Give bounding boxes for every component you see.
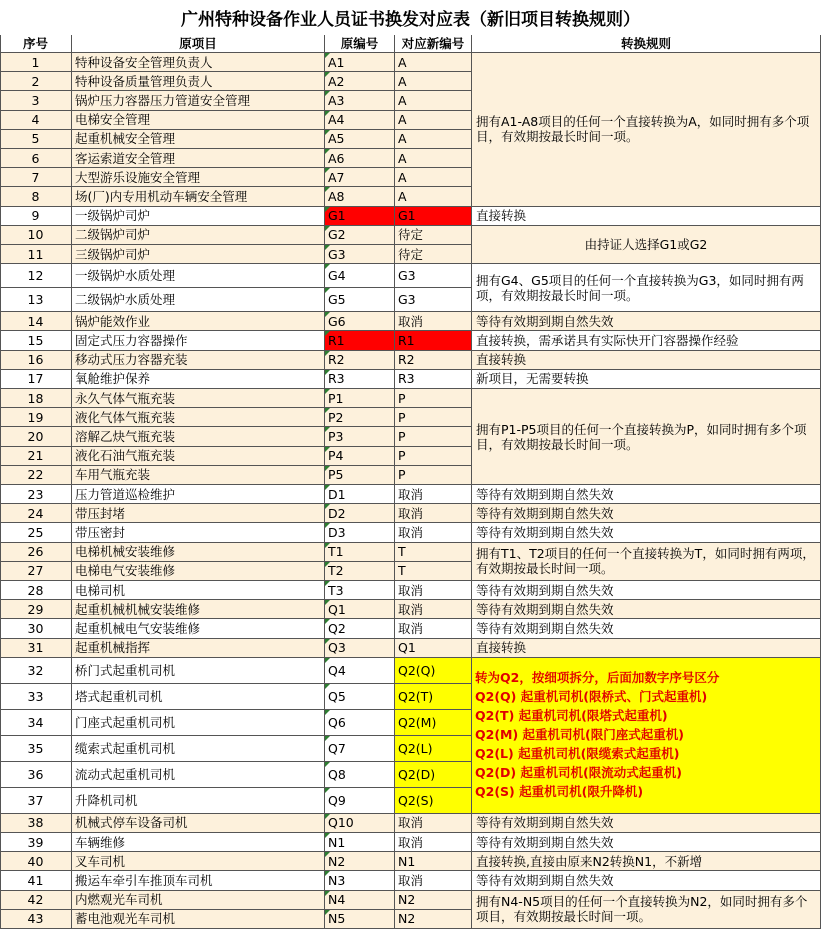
row-number: 34	[0, 710, 72, 736]
cell-marker-icon	[325, 523, 330, 528]
new-code: N2	[395, 910, 472, 929]
row-number: 14	[0, 312, 72, 331]
original-code: R3	[325, 370, 395, 389]
conversion-rule: 拥有G4、G5项目的任何一个直接转换为G3，如同时拥有两项，有效期按最长时间一项。	[472, 264, 821, 312]
row-number: 10	[0, 226, 72, 245]
cell-marker-icon	[325, 684, 330, 689]
new-code: P	[395, 447, 472, 466]
row-number: 7	[0, 168, 72, 187]
original-item: 一级锅炉司炉	[72, 207, 325, 226]
row-number: 15	[0, 331, 72, 350]
cell-marker-icon	[325, 351, 330, 356]
original-code: Q1	[325, 600, 395, 619]
original-item: 起重机械指挥	[72, 639, 325, 658]
conversion-rule: 等待有效期到期自然失效	[472, 504, 821, 523]
new-code: 取消	[395, 871, 472, 890]
cell-marker-icon	[325, 658, 330, 663]
rule-line: Q2(Q) 起重机司机(限桥式、门式起重机)	[475, 689, 708, 705]
cell-marker-icon	[325, 408, 330, 413]
row-number: 24	[0, 504, 72, 523]
row-number: 23	[0, 485, 72, 504]
original-code: N1	[325, 833, 395, 852]
original-item: 升降机司机	[72, 788, 325, 814]
table-left-border	[0, 35, 1, 929]
new-code: Q2(M)	[395, 710, 472, 736]
original-item: 客运索道安全管理	[72, 149, 325, 168]
page-title: 广州特种设备作业人员证书换发对应表（新旧项目转换规则）	[0, 0, 821, 36]
row-number: 38	[0, 814, 72, 833]
original-code: R2	[325, 351, 395, 370]
original-item: 机械式停车设备司机	[72, 814, 325, 833]
original-item: 场(厂)内专用机动车辆安全管理	[72, 187, 325, 206]
original-item: 搬运车牵引车推顶车司机	[72, 871, 325, 890]
row-number: 5	[0, 130, 72, 149]
original-code: A8	[325, 187, 395, 206]
original-item: 二级锅炉司炉	[72, 226, 325, 245]
header-original-code: 原编号	[325, 35, 395, 53]
new-code: T	[395, 543, 472, 562]
new-code: 待定	[395, 245, 472, 264]
cell-marker-icon	[325, 736, 330, 741]
original-item: 起重机械安全管理	[72, 130, 325, 149]
cell-marker-icon	[325, 187, 330, 192]
original-code: T3	[325, 581, 395, 600]
original-code: A7	[325, 168, 395, 187]
original-code: P1	[325, 389, 395, 408]
original-item: 移动式压力容器充装	[72, 351, 325, 370]
original-item: 叉车司机	[72, 852, 325, 871]
original-code: Q4	[325, 658, 395, 684]
conversion-rule: 等待有效期到期自然失效	[472, 581, 821, 600]
cell-marker-icon	[325, 447, 330, 452]
original-code: Q8	[325, 762, 395, 788]
header-original-item: 原项目	[72, 35, 325, 53]
original-code: N2	[325, 852, 395, 871]
cell-marker-icon	[325, 891, 330, 896]
original-item: 电梯电气安装维修	[72, 562, 325, 581]
new-code: A	[395, 130, 472, 149]
row-number: 8	[0, 187, 72, 206]
new-code: T	[395, 562, 472, 581]
cell-marker-icon	[325, 852, 330, 857]
row-number: 37	[0, 788, 72, 814]
row-number: 28	[0, 581, 72, 600]
new-code: N1	[395, 852, 472, 871]
new-code: Q1	[395, 639, 472, 658]
cell-marker-icon	[325, 639, 330, 644]
conversion-rule: 新项目，无需要转换	[472, 370, 821, 389]
original-item: 起重机械机械安装维修	[72, 600, 325, 619]
conversion-rule: 直接转换	[472, 639, 821, 658]
row-number: 22	[0, 466, 72, 485]
cell-marker-icon	[325, 762, 330, 767]
new-code: A	[395, 111, 472, 130]
original-item: 二级锅炉水质处理	[72, 288, 325, 312]
original-code: N4	[325, 891, 395, 910]
original-code: D1	[325, 485, 395, 504]
original-code: A5	[325, 130, 395, 149]
conversion-rule: 等待有效期到期自然失效	[472, 833, 821, 852]
original-code: G2	[325, 226, 395, 245]
cell-marker-icon	[325, 288, 330, 293]
new-code: 取消	[395, 814, 472, 833]
row-number: 21	[0, 447, 72, 466]
original-code: G1	[325, 207, 395, 226]
new-code: 取消	[395, 485, 472, 504]
cell-marker-icon	[325, 111, 330, 116]
original-code: A2	[325, 72, 395, 91]
row-number: 17	[0, 370, 72, 389]
original-item: 门座式起重机司机	[72, 710, 325, 736]
cell-marker-icon	[325, 207, 330, 212]
original-code: Q3	[325, 639, 395, 658]
original-item: 锅炉压力容器压力管道安全管理	[72, 91, 325, 110]
cell-marker-icon	[325, 53, 330, 58]
row-number: 31	[0, 639, 72, 658]
original-item: 车辆维修	[72, 833, 325, 852]
conversion-rule: 直接转换	[472, 351, 821, 370]
original-code: G6	[325, 312, 395, 331]
original-code: P5	[325, 466, 395, 485]
conversion-rule: 等待有效期到期自然失效	[472, 600, 821, 619]
new-code: P	[395, 427, 472, 446]
original-item: 一级锅炉水质处理	[72, 264, 325, 288]
new-code: A	[395, 149, 472, 168]
original-code: R1	[325, 331, 395, 350]
cell-marker-icon	[325, 331, 330, 336]
header-no: 序号	[0, 35, 72, 53]
conversion-rule: 直接转换	[472, 207, 821, 226]
cell-marker-icon	[325, 466, 330, 471]
row-number: 30	[0, 619, 72, 638]
original-code: T2	[325, 562, 395, 581]
original-code: D3	[325, 523, 395, 542]
cell-marker-icon	[325, 788, 330, 793]
rule-line: 转为Q2，按细项拆分，后面加数字序号区分	[475, 670, 720, 686]
original-item: 特种设备安全管理负责人	[72, 53, 325, 72]
row-number: 19	[0, 408, 72, 427]
original-item: 大型游乐设施安全管理	[72, 168, 325, 187]
original-item: 压力管道巡检维护	[72, 485, 325, 504]
original-code: Q10	[325, 814, 395, 833]
row-number: 16	[0, 351, 72, 370]
original-code: G5	[325, 288, 395, 312]
new-code: Q2(L)	[395, 736, 472, 762]
row-number: 18	[0, 389, 72, 408]
original-item: 带压封堵	[72, 504, 325, 523]
row-number: 33	[0, 684, 72, 710]
cell-marker-icon	[325, 910, 330, 915]
cell-marker-icon	[325, 619, 330, 624]
original-item: 电梯机械安装维修	[72, 543, 325, 562]
cell-marker-icon	[325, 427, 330, 432]
cell-marker-icon	[325, 710, 330, 715]
header-rule: 转换规则	[472, 35, 821, 53]
cell-marker-icon	[325, 814, 330, 819]
row-number: 26	[0, 543, 72, 562]
row-number: 27	[0, 562, 72, 581]
conversion-rule: 等待有效期到期自然失效	[472, 619, 821, 638]
original-code: N5	[325, 910, 395, 929]
cell-marker-icon	[325, 72, 330, 77]
cell-marker-icon	[325, 389, 330, 394]
conversion-rule: 等待有效期到期自然失效	[472, 312, 821, 331]
conversion-rule: 拥有N4-N5项目的任何一个直接转换为N2，如同时拥有多个项目，有效期按最长时间一项。	[472, 891, 821, 929]
row-number: 11	[0, 245, 72, 264]
conversion-rule: 由持证人选择G1或G2	[472, 226, 821, 264]
original-item: 带压密封	[72, 523, 325, 542]
row-number: 25	[0, 523, 72, 542]
conversion-rule: 拥有P1-P5项目的任何一个直接转换为P，如同时拥有多个项目，有效期按最长时间一项。	[472, 389, 821, 485]
row-number: 9	[0, 207, 72, 226]
original-code: P3	[325, 427, 395, 446]
conversion-rule: 等待有效期到期自然失效	[472, 485, 821, 504]
conversion-rule: 拥有A1-A8项目的任何一个直接转换为A，如同时拥有多个项目，有效期按最长时间一项。	[472, 53, 821, 207]
new-code: R2	[395, 351, 472, 370]
row-number: 12	[0, 264, 72, 288]
original-item: 溶解乙炔气瓶充装	[72, 427, 325, 446]
new-code: 取消	[395, 619, 472, 638]
new-code: A	[395, 187, 472, 206]
row-number: 1	[0, 53, 72, 72]
original-item: 内燃观光车司机	[72, 891, 325, 910]
new-code: 待定	[395, 226, 472, 245]
original-item: 流动式起重机司机	[72, 762, 325, 788]
original-code: P4	[325, 447, 395, 466]
cell-marker-icon	[325, 504, 330, 509]
original-code: Q2	[325, 619, 395, 638]
new-code: Q2(S)	[395, 788, 472, 814]
conversion-rule: 直接转换,直接由原来N2转换N1，不新增	[472, 852, 821, 871]
original-code: A6	[325, 149, 395, 168]
row-number: 29	[0, 600, 72, 619]
new-code: R1	[395, 331, 472, 350]
cell-marker-icon	[325, 149, 330, 154]
new-code: Q2(D)	[395, 762, 472, 788]
row-number: 39	[0, 833, 72, 852]
cell-marker-icon	[325, 543, 330, 548]
row-number: 35	[0, 736, 72, 762]
original-code: Q6	[325, 710, 395, 736]
rule-line: Q2(L) 起重机司机(限缆索式起重机)	[475, 745, 680, 761]
row-number: 41	[0, 871, 72, 890]
new-code: P	[395, 466, 472, 485]
original-item: 氧舱维护保养	[72, 370, 325, 389]
new-code: A	[395, 91, 472, 110]
rule-line: Q2(T) 起重机司机(限塔式起重机)	[475, 707, 668, 723]
original-item: 桥门式起重机司机	[72, 658, 325, 684]
original-item: 车用气瓶充装	[72, 466, 325, 485]
row-number: 2	[0, 72, 72, 91]
new-code: 取消	[395, 504, 472, 523]
conversion-rule: 等待有效期到期自然失效	[472, 523, 821, 542]
row-number: 3	[0, 91, 72, 110]
new-code: G1	[395, 207, 472, 226]
cell-marker-icon	[325, 226, 330, 231]
original-item: 液化石油气瓶充装	[72, 447, 325, 466]
new-code: 取消	[395, 581, 472, 600]
new-code: G3	[395, 288, 472, 312]
original-item: 特种设备质量管理负责人	[72, 72, 325, 91]
new-code: Q2(Q)	[395, 658, 472, 684]
cell-marker-icon	[325, 312, 330, 317]
conversion-rule: 拥有T1、T2项目的任何一个直接转换为T，如同时拥有两项，有效期按最长时间一项。	[472, 543, 821, 581]
header-new-code: 对应新编号	[395, 35, 472, 53]
new-code: 取消	[395, 523, 472, 542]
cell-marker-icon	[325, 264, 330, 269]
original-code: D2	[325, 504, 395, 523]
original-code: A1	[325, 53, 395, 72]
cell-marker-icon	[325, 485, 330, 490]
row-number: 40	[0, 852, 72, 871]
original-code: A3	[325, 91, 395, 110]
original-code: G3	[325, 245, 395, 264]
original-item: 电梯安全管理	[72, 111, 325, 130]
conversion-rule	[472, 658, 821, 814]
new-code: G3	[395, 264, 472, 288]
new-code: A	[395, 72, 472, 91]
new-code: 取消	[395, 312, 472, 331]
row-number: 20	[0, 427, 72, 446]
new-code: A	[395, 53, 472, 72]
new-code: 取消	[395, 600, 472, 619]
original-code: P2	[325, 408, 395, 427]
original-item: 缆索式起重机司机	[72, 736, 325, 762]
original-item: 起重机械电气安装维修	[72, 619, 325, 638]
new-code: R3	[395, 370, 472, 389]
original-code: Q5	[325, 684, 395, 710]
original-item: 永久气体气瓶充装	[72, 389, 325, 408]
original-item: 固定式压力容器操作	[72, 331, 325, 350]
conversion-rule: 直接转换，需承诺具有实际快开门容器操作经验	[472, 331, 821, 350]
original-item: 塔式起重机司机	[72, 684, 325, 710]
original-code: N3	[325, 871, 395, 890]
row-number: 42	[0, 891, 72, 910]
row-number: 13	[0, 288, 72, 312]
cell-marker-icon	[325, 600, 330, 605]
original-item: 蓄电池观光车司机	[72, 910, 325, 929]
new-code: A	[395, 168, 472, 187]
new-code: 取消	[395, 833, 472, 852]
original-code: A4	[325, 111, 395, 130]
new-code: N2	[395, 891, 472, 910]
original-code: Q9	[325, 788, 395, 814]
cell-marker-icon	[325, 168, 330, 173]
row-number: 36	[0, 762, 72, 788]
cell-marker-icon	[325, 581, 330, 586]
cell-marker-icon	[325, 562, 330, 567]
cell-marker-icon	[325, 833, 330, 838]
original-item: 液化气体气瓶充装	[72, 408, 325, 427]
rule-line: Q2(M) 起重机司机(限门座式起重机)	[475, 726, 684, 742]
original-code: G4	[325, 264, 395, 288]
cell-marker-icon	[325, 245, 330, 250]
cell-marker-icon	[325, 370, 330, 375]
cell-marker-icon	[325, 91, 330, 96]
conversion-rule: 等待有效期到期自然失效	[472, 814, 821, 833]
original-item: 锅炉能效作业	[72, 312, 325, 331]
new-code: P	[395, 389, 472, 408]
new-code: Q2(T)	[395, 684, 472, 710]
row-number: 32	[0, 658, 72, 684]
rule-line: Q2(S) 起重机司机(限升降机)	[475, 783, 644, 799]
original-code: Q7	[325, 736, 395, 762]
original-item: 电梯司机	[72, 581, 325, 600]
cell-marker-icon	[325, 130, 330, 135]
conversion-rule: 等待有效期到期自然失效	[472, 871, 821, 890]
row-number: 43	[0, 910, 72, 929]
row-number: 4	[0, 111, 72, 130]
rule-line: Q2(D) 起重机司机(限流动式起重机)	[475, 764, 682, 780]
new-code: P	[395, 408, 472, 427]
original-item: 三级锅炉司炉	[72, 245, 325, 264]
row-number: 6	[0, 149, 72, 168]
original-code: T1	[325, 543, 395, 562]
cell-marker-icon	[325, 871, 330, 876]
